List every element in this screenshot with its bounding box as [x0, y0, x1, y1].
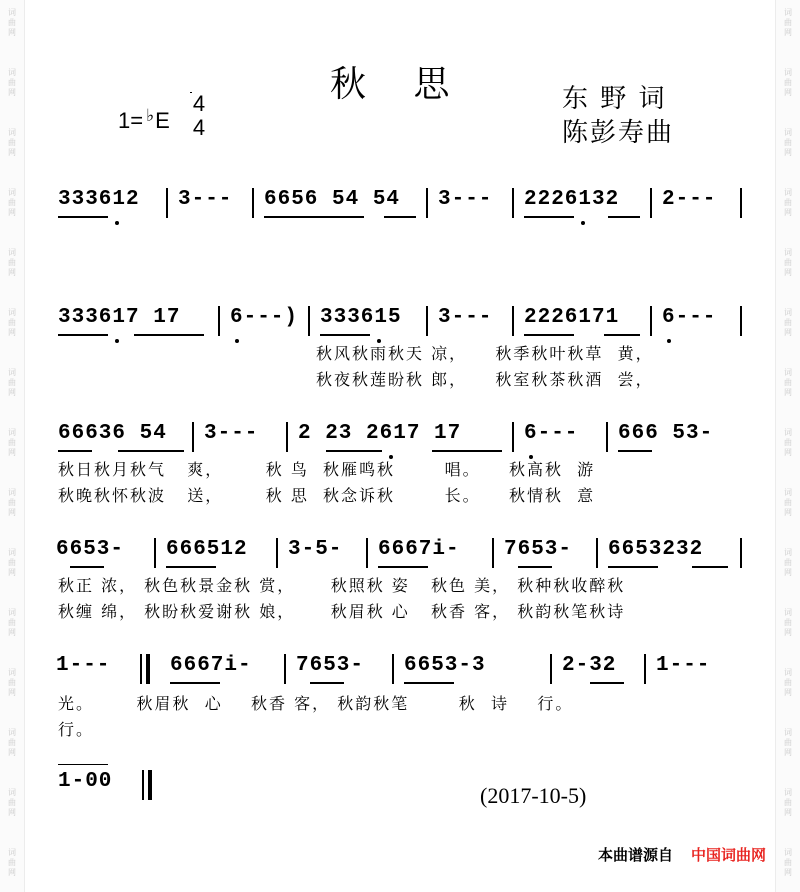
measure: 666512 — [166, 538, 248, 561]
beam-underline — [310, 682, 344, 684]
source-site[interactable]: 中国词曲网 — [690, 846, 766, 864]
measure: 6667i- — [378, 538, 460, 561]
lyric-line: 秋正 浓， 秋色秋景金秋 赏， 秋照秋 姿 秋色 美， 秋种秋收醉秋 — [58, 576, 626, 595]
lyric-line: 秋晚秋怀秋波 送， 秋 思 秋念诉秋 长。 秋情秋 意 — [58, 486, 596, 505]
barline — [740, 306, 742, 336]
final-barline — [148, 770, 152, 800]
watermark-text: 词 曲 网 — [8, 368, 16, 397]
watermark-text: 词 曲 网 — [784, 428, 792, 457]
lower-octave-dot — [667, 339, 671, 343]
measure: 2-32 — [562, 654, 617, 677]
beam-underline — [378, 566, 428, 568]
measure: 1--- — [56, 654, 111, 677]
watermark-text: 词 曲 网 — [8, 548, 16, 577]
watermark-text: 词 曲 网 — [784, 68, 792, 97]
barline — [596, 538, 598, 568]
watermark-text: 词 曲 网 — [784, 728, 792, 757]
measure: 7653- — [504, 538, 573, 561]
lower-octave-dot — [115, 221, 119, 225]
measure: 333615 — [320, 306, 402, 329]
measure: 6653-3 — [404, 654, 486, 677]
lyricist-credit: 东 野 词 — [562, 84, 667, 114]
measure: 333617 17 — [58, 306, 181, 329]
measure: 1-00 — [58, 770, 113, 793]
barline — [512, 306, 514, 336]
barline — [512, 188, 514, 218]
beam-underline — [384, 216, 416, 218]
barline — [286, 422, 288, 452]
measure: 6--- — [524, 422, 579, 445]
watermark-text: 词 曲 网 — [784, 8, 792, 37]
measure: 6--- — [662, 306, 717, 329]
barline — [740, 538, 742, 568]
barline — [166, 188, 168, 218]
repeat-dot-barline — [140, 654, 142, 684]
key-signature — [118, 108, 170, 134]
measure: 6667i- — [170, 654, 252, 677]
date-stamp: (2017-10-5) — [480, 783, 587, 808]
measure: 3--- — [178, 188, 233, 211]
measure: 2226171 — [524, 306, 620, 329]
watermark-text: 词 曲 网 — [784, 668, 792, 697]
meter-divider — [190, 92, 192, 93]
watermark-text: 词 曲 网 — [8, 68, 16, 97]
watermark-text: 词 曲 网 — [784, 488, 792, 517]
watermark-text: 词 曲 网 — [784, 548, 792, 577]
barline — [366, 538, 368, 568]
score-line-6 — [52, 770, 752, 810]
beam-underline — [170, 682, 220, 684]
measure: 2226132 — [524, 188, 620, 211]
beam-underline — [604, 334, 640, 336]
watermark-text: 词 曲 网 — [8, 428, 16, 457]
measure: 3--- — [438, 306, 493, 329]
beam-underline — [524, 216, 574, 218]
watermark-text: 词 曲 网 — [8, 248, 16, 277]
measure: 2--- — [662, 188, 717, 211]
beam-underline — [524, 334, 574, 336]
beam-underline — [608, 216, 640, 218]
score-line-3 — [52, 422, 752, 462]
barline — [492, 538, 494, 568]
watermark-text: 词 曲 网 — [8, 188, 16, 217]
flat-icon: ♭ — [146, 106, 155, 125]
watermark-text: 词 曲 网 — [8, 788, 16, 817]
lyric-line: 秋风秋雨秋天 凉， 秋季秋叶秋草 黄， — [316, 344, 654, 363]
watermark-text: 词 曲 网 — [784, 368, 792, 397]
watermark-text: 词 曲 网 — [784, 608, 792, 637]
barline — [142, 770, 144, 800]
lower-octave-dot — [581, 221, 585, 225]
watermark-text: 词 曲 网 — [8, 848, 16, 877]
measure: 6653- — [56, 538, 125, 561]
meter-top: 4 — [192, 91, 206, 116]
beam-underline — [404, 682, 454, 684]
beam-underline — [608, 566, 658, 568]
measure: 2 23 2617 17 — [298, 422, 462, 445]
beam-underline — [264, 216, 364, 218]
barline — [650, 306, 652, 336]
barline — [392, 654, 394, 684]
repeat-barline — [146, 654, 150, 684]
watermark-text: 词 曲 网 — [8, 308, 16, 337]
lyric-line: 行。 — [58, 720, 95, 739]
song-title: 秋 思 — [330, 64, 468, 105]
lyric-line: 秋缠 绵， 秋盼秋爱谢秋 娘， 秋眉秋 心 秋香 客， 秋韵秋笔秋诗 — [58, 602, 626, 621]
watermark-text: 词 曲 网 — [8, 608, 16, 637]
barline — [426, 306, 428, 336]
barline — [308, 306, 310, 336]
barline — [284, 654, 286, 684]
watermark-strip-left — [0, 0, 25, 892]
time-signature — [188, 92, 210, 140]
watermark-text: 词 曲 网 — [784, 128, 792, 157]
source-credit — [598, 844, 766, 865]
watermark-text: 词 曲 网 — [784, 188, 792, 217]
measure: 3-5- — [288, 538, 343, 561]
beam-underline — [58, 334, 108, 336]
lyric-line: 秋夜秋莲盼秋 郎， 秋室秋茶秋酒 尝， — [316, 370, 654, 389]
measure: 333612 — [58, 188, 140, 211]
barline — [154, 538, 156, 568]
beam-underline — [320, 334, 370, 336]
beam-underline — [692, 566, 728, 568]
barline — [650, 188, 652, 218]
key-prefix: 1= — [118, 108, 144, 133]
lyric-line: 秋日秋月秋气 爽， 秋 鸟 秋雁鸣秋 唱。 秋高秋 游 — [58, 460, 596, 479]
barline — [192, 422, 194, 452]
score-line-4 — [52, 538, 752, 578]
watermark-text: 词 曲 网 — [784, 788, 792, 817]
measure: 666 53- — [618, 422, 714, 445]
score-line-1 — [52, 188, 752, 228]
beam-underline — [58, 450, 92, 452]
score-line-2 — [52, 306, 752, 346]
watermark-strip-right — [775, 0, 800, 892]
score-line-5 — [52, 654, 752, 694]
beam-underline — [518, 566, 552, 568]
lower-octave-dot — [235, 339, 239, 343]
measure: 3--- — [438, 188, 493, 211]
beam-underline — [432, 450, 502, 452]
beam-underline — [134, 334, 204, 336]
watermark-text: 词 曲 网 — [8, 8, 16, 37]
measure: 6---) — [230, 306, 299, 329]
lyric-line: 光。 秋眉秋 心 秋香 客， 秋韵秋笔 秋 诗 行。 — [58, 694, 574, 713]
watermark-text: 词 曲 网 — [8, 128, 16, 157]
measure: 7653- — [296, 654, 365, 677]
beam-underline — [618, 450, 652, 452]
measure: 6656 54 54 — [264, 188, 401, 211]
composer-credit: 陈彭寿曲 — [562, 118, 675, 148]
lower-octave-dot — [529, 455, 533, 459]
watermark-text: 词 曲 网 — [784, 308, 792, 337]
measure: 66636 54 — [58, 422, 167, 445]
barline — [512, 422, 514, 452]
meter-bottom: 4 — [192, 115, 206, 140]
source-label: 本曲谱源自 — [597, 846, 673, 864]
barline — [218, 306, 220, 336]
barline — [740, 188, 742, 218]
barline — [276, 538, 278, 568]
lower-octave-dot — [377, 339, 381, 343]
beam-underline — [166, 566, 216, 568]
barline — [644, 654, 646, 684]
ending-bracket — [58, 764, 108, 765]
beam-underline — [70, 566, 104, 568]
measure: 1--- — [656, 654, 711, 677]
measure: 6653232 — [608, 538, 704, 561]
barline — [606, 422, 608, 452]
measure: 3--- — [204, 422, 259, 445]
beam-underline — [118, 450, 184, 452]
lower-octave-dot — [389, 455, 393, 459]
barline — [426, 188, 428, 218]
watermark-text: 词 曲 网 — [8, 728, 16, 757]
barline — [252, 188, 254, 218]
watermark-text: 词 曲 网 — [784, 248, 792, 277]
beam-underline — [590, 682, 624, 684]
watermark-text: 词 曲 网 — [8, 488, 16, 517]
beam-underline — [326, 450, 382, 452]
beam-underline — [58, 216, 108, 218]
watermark-text: 词 曲 网 — [8, 668, 16, 697]
lower-octave-dot — [115, 339, 119, 343]
key-note: E — [155, 108, 170, 133]
watermark-text: 词 曲 网 — [784, 848, 792, 877]
barline — [550, 654, 552, 684]
